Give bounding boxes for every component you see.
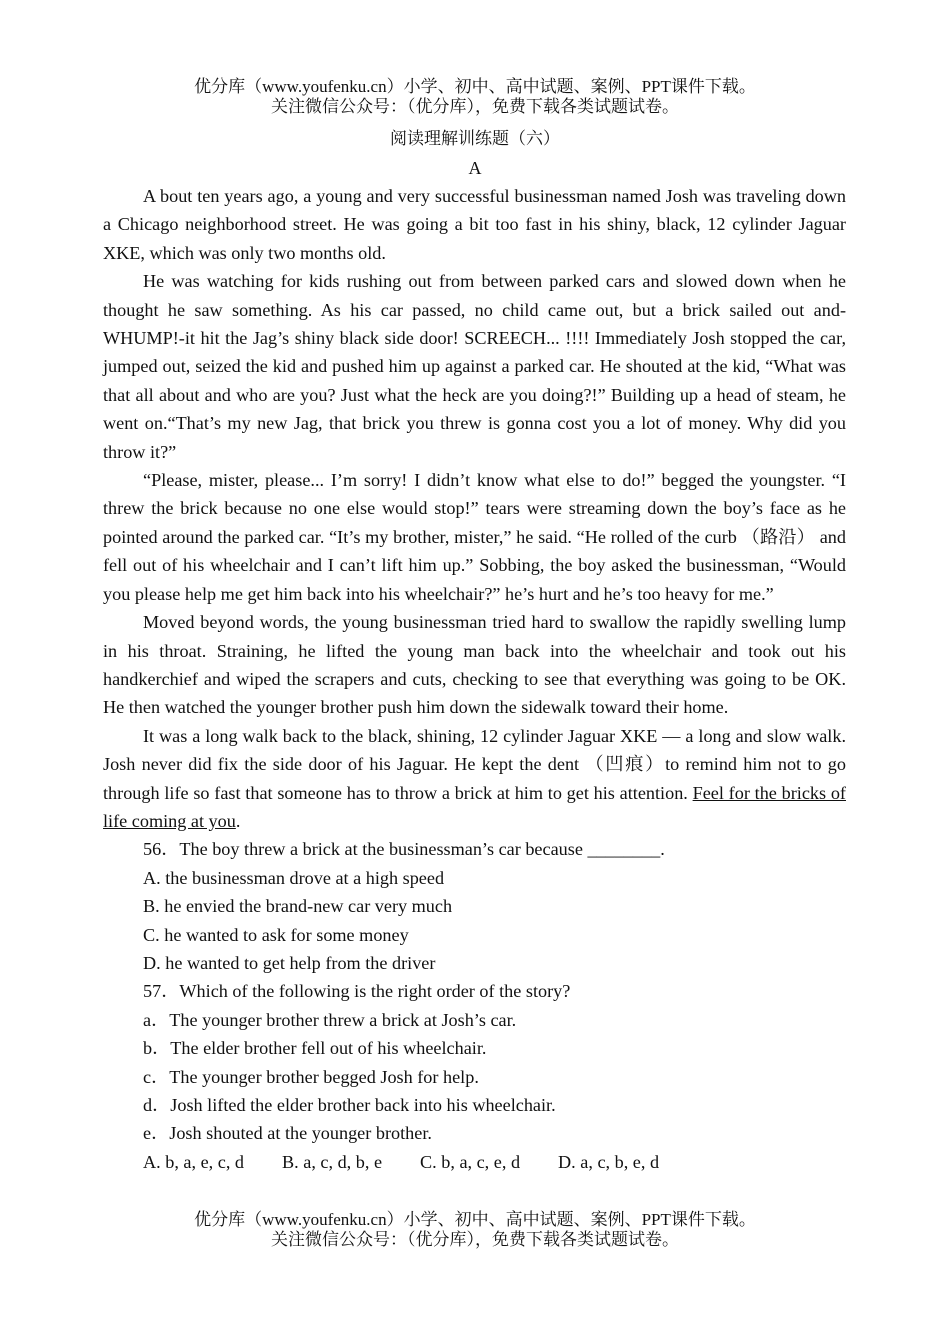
question-57-item-a: a．The younger brother threw a brick at Josh’s car. <box>143 1009 517 1030</box>
question-57-option-d: D. a, c, b, e, d <box>558 1151 660 1172</box>
question-57-options <box>103 1148 846 1176</box>
passage-paragraph-1: A bout ten years ago, a young and very successful businessman named Josh was traveling down a Chicago neighborhood street. He was going a bit too fast in his shiny, black, 12 cylinder Jaguar XKE, which was only two months old. <box>103 186 846 263</box>
question-56-option-c: C. he wanted to ask for some money <box>143 924 409 945</box>
question-56-option-d: D. he wanted to get help from the driver <box>143 952 436 973</box>
document-title: 阅读理解训练题（六） <box>390 129 560 148</box>
question-57-item-e: e．Josh shouted at the younger brother. <box>143 1123 432 1144</box>
question-57-option-a: A. b, a, e, c, d <box>143 1151 245 1172</box>
paragraph-5-text: It was a long walk back to the black, shining, 12 cylinder Jaguar XKE — a long and slow walk. Josh never did fix the side door of his Jaguar. He kept the dent （凹痕）to remind him not to go through life so fast that someone has to throw a brick at him to get his attention. <box>103 725 846 803</box>
header-line-1: 优分库（www.youfenku.cn）小学、初中、高中试题、案例、PPT课件下载。 <box>194 77 756 96</box>
page-footer <box>0 1210 950 1250</box>
header-line-2: 关注微信公众号：（优分库），免费下载各类试题试卷。 <box>271 97 679 116</box>
question-56-option-a: A. the businessman drove at a high speed <box>143 867 445 888</box>
question-57-option-b: B. a, c, d, b, e <box>282 1151 383 1172</box>
question-56-stem: 56．The boy threw a brick at the businessman’s car because ________. <box>143 839 665 860</box>
page-header <box>0 77 950 117</box>
section-label: A <box>468 158 482 178</box>
footer-line-1: 优分库（www.youfenku.cn）小学、初中、高中试题、案例、PPT课件下载。 <box>194 1210 756 1229</box>
question-57-item-b: b．The elder brother fell out of his wheelchair. <box>143 1038 487 1059</box>
passage-paragraph-3: “Please, mister, please... I’m sorry! I didn’t know what else to do!” begged the youngster. “I threw the brick because no one else would stop!” tears were streaming down the boy’s face as he pointed around the parked car. “It’s my brother, mister,” he said. “He rolled of the curb （路沿） and fell out of his wheelchair and I can’t lift him up.” Sobbing, the boy asked the businessman, “Would you please help me get him back into his wheelchair?” he’s hurt and he’s too heavy for me.” <box>103 470 846 604</box>
passage-body <box>103 182 846 1176</box>
question-57-stem: 57．Which of the following is the right order of the story? <box>143 981 571 1002</box>
question-57-item-c: c．The younger brother begged Josh for help. <box>143 1066 479 1087</box>
passage-paragraph-2: He was watching for kids rushing out from between parked cars and slowed down when he thought he saw something. As his car passed, no child came out, but a brick sailed out and-WHUMP!-it hit the Jag’s shiny black side door! SCREECH... !!!! Immediately Josh stopped the car, jumped out, seized the kid and pushed him up against a parked car. He shouted at the kid, “What was that all about and who are you? Just what the heck are you doing?!” Building up a head of steam, he went on.“That’s my new Jag, that brick you threw is gonna cost you a lot of money. Why did you throw it?” <box>103 271 846 462</box>
footer-line-2: 关注微信公众号：（优分库），免费下载各类试题试卷。 <box>271 1230 679 1249</box>
underlined-phrase: Feel for the bricks of life coming at you <box>103 782 846 831</box>
paragraph-5-end: . <box>235 810 241 831</box>
passage-paragraph-5 <box>103 722 846 836</box>
question-56-option-b: B. he envied the brand-new car very much <box>143 896 453 917</box>
question-57-item-d: d．Josh lifted the elder brother back into his wheelchair. <box>143 1095 556 1115</box>
passage-paragraph-4: Moved beyond words, the young businessman tried hard to swallow the rapidly swelling lump in his throat. Straining, he lifted the young man back into the wheelchair and took out his handkerchief and wiped the scrapers and cuts, checking to see that everything was going to be OK. He then watched the younger brother push him down the sidewalk toward their home. <box>103 612 846 718</box>
question-57-option-c: C. b, a, c, e, d <box>420 1151 521 1172</box>
